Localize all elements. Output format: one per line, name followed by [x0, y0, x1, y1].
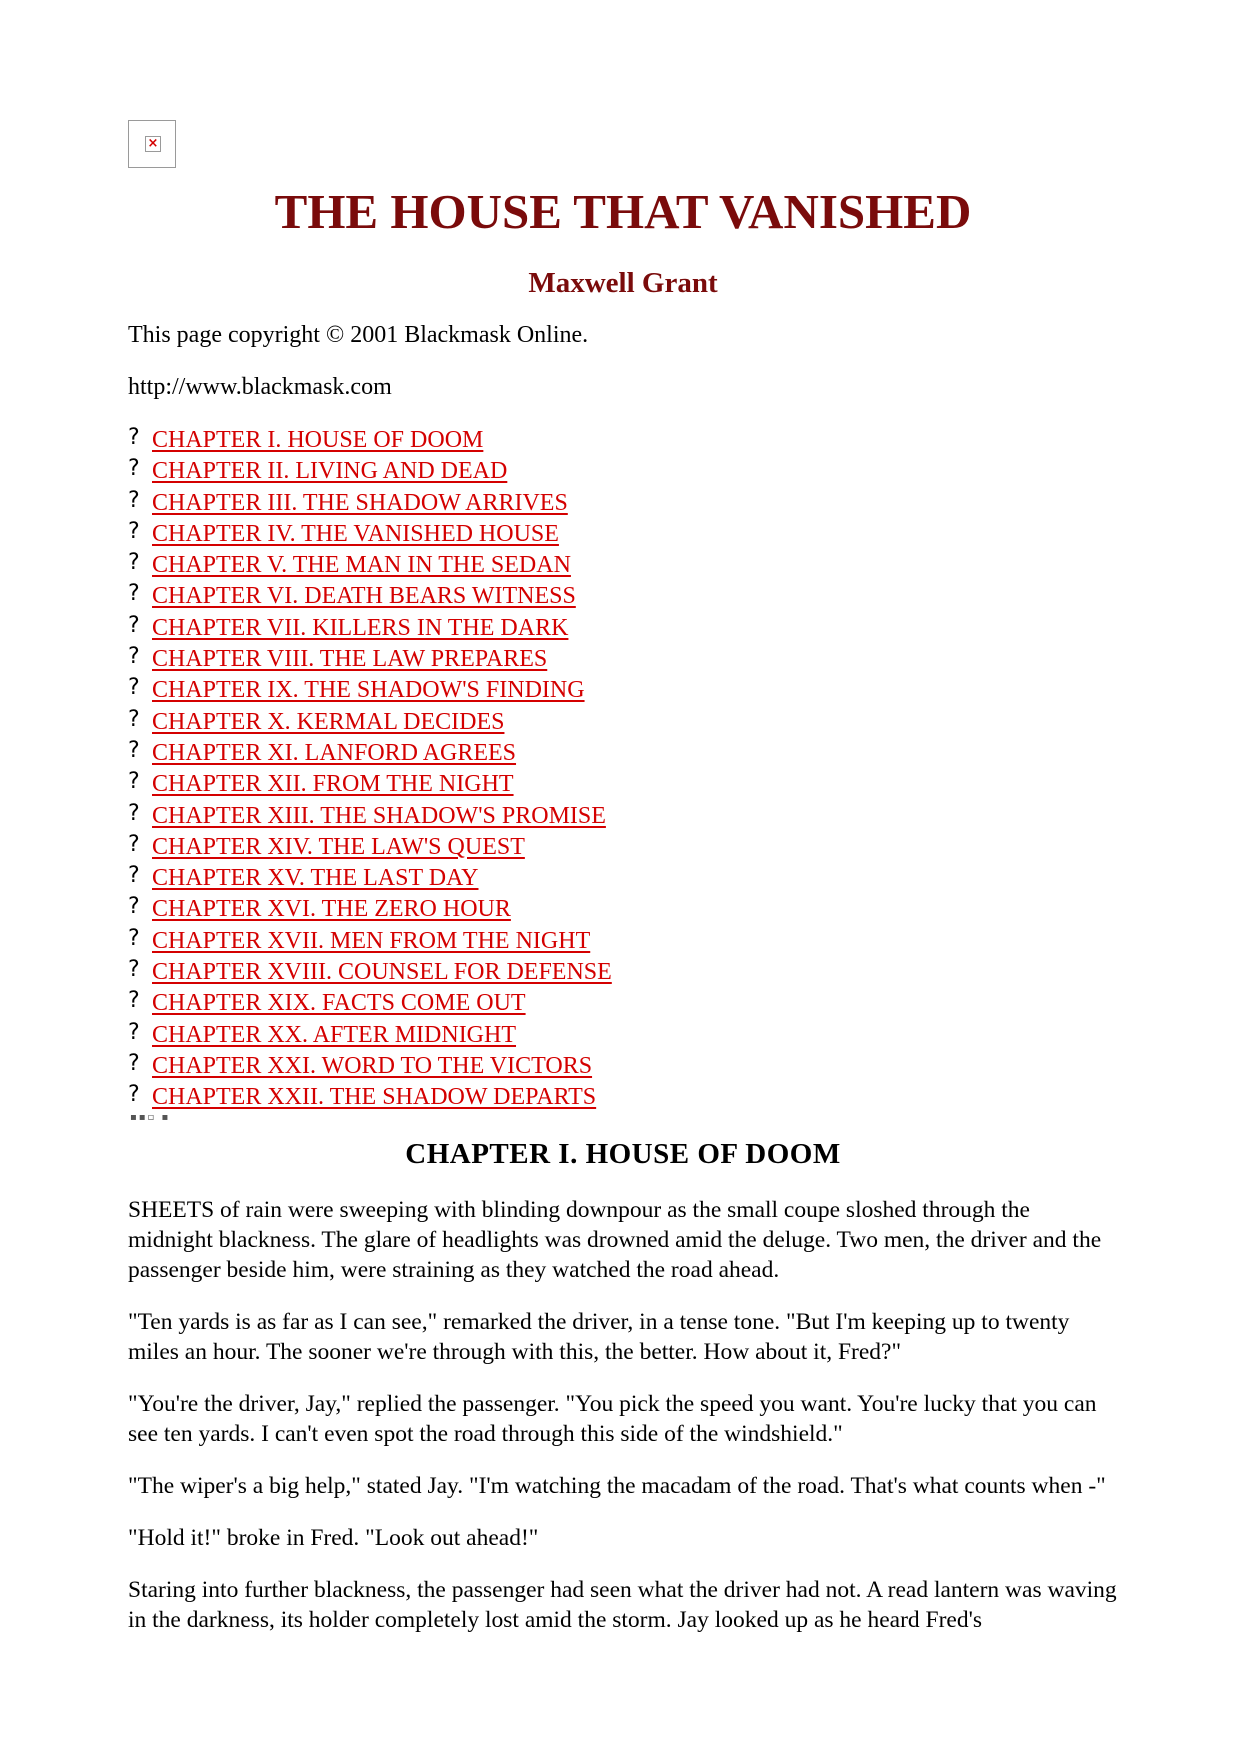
paragraph: "The wiper's a big help," stated Jay. "I'm watching the macadam of the road. That's what counts when -": [128, 1472, 1106, 1499]
toc-link[interactable]: CHAPTER III. THE SHADOW ARRIVES: [152, 489, 568, 516]
toc-bullet: ?: [128, 706, 140, 732]
toc-item: [128, 864, 1118, 895]
toc-link[interactable]: CHAPTER VI. DEATH BEARS WITNESS: [152, 583, 576, 610]
toc-item: [128, 614, 1118, 645]
toc-item: [128, 520, 1118, 551]
toc-link[interactable]: CHAPTER V. THE MAN IN THE SEDAN: [152, 552, 571, 579]
toc-item: [128, 457, 1118, 488]
toc-bullet: ?: [128, 675, 140, 701]
toc-bullet: ?: [128, 1019, 140, 1045]
toc-item: [128, 895, 1118, 926]
toc-item: [128, 676, 1118, 707]
toc-bullet: ?: [128, 894, 140, 920]
toc-link[interactable]: CHAPTER IV. THE VANISHED HOUSE: [152, 520, 559, 547]
book-title: THE HOUSE THAT VANISHED: [274, 184, 972, 239]
clipped-line-fragment: ▪▪▫ ▪: [130, 1114, 171, 1121]
toc-link[interactable]: CHAPTER X. KERMAL DECIDES: [152, 708, 505, 735]
toc-bullet: ?: [128, 518, 140, 544]
toc-item: [128, 426, 1118, 457]
toc-link[interactable]: CHAPTER XVI. THE ZERO HOUR: [152, 896, 511, 923]
toc-bullet: ?: [128, 737, 140, 763]
toc-bullet: ?: [128, 831, 140, 857]
toc-link[interactable]: CHAPTER XII. FROM THE NIGHT: [152, 771, 514, 798]
paragraph: "Ten yards is as far as I can see," remarked the driver, in a tense tone. "But I'm keeping up to twenty miles an hour. The sooner we're through with this, the better. How about it, Fred?": [128, 1308, 1070, 1365]
toc-bullet: ?: [128, 644, 140, 670]
toc-link[interactable]: CHAPTER XI. LANFORD AGREES: [152, 739, 517, 766]
toc-link[interactable]: CHAPTER VII. KILLERS IN THE DARK: [152, 614, 569, 641]
toc-bullet: ?: [128, 769, 140, 795]
toc-item: [128, 927, 1118, 958]
toc-item: [128, 1083, 1118, 1114]
toc-link[interactable]: CHAPTER XIII. THE SHADOW'S PROMISE: [152, 802, 606, 829]
toc-bullet: ?: [128, 863, 140, 889]
toc-item: [128, 708, 1118, 739]
toc-link[interactable]: CHAPTER XXII. THE SHADOW DEPARTS: [152, 1084, 597, 1111]
toc-item: [128, 582, 1118, 613]
toc-item: [128, 1021, 1118, 1052]
toc-item: [128, 489, 1118, 520]
toc-item: [128, 770, 1118, 801]
toc-item: [128, 1052, 1118, 1083]
toc-item: [128, 739, 1118, 770]
toc-link[interactable]: CHAPTER I. HOUSE OF DOOM: [152, 427, 484, 453]
toc-bullet: ?: [128, 425, 140, 450]
document-page: [128, 120, 1118, 1657]
toc-item: [128, 989, 1118, 1020]
site-url: http://www.blackmask.com: [128, 374, 392, 400]
paragraph: "You're the driver, Jay," replied the passenger. "You pick the speed you want. You're lucky that you can see ten yards. I can't even spot the road through this side of the windshield.": [128, 1390, 1097, 1447]
paragraph: Staring into further blackness, the passenger had seen what the driver had not. A read lantern was waving in the darkness, its holder completely lost amid the storm. Jay looked up as he heard Fred's: [128, 1576, 1117, 1633]
chapter-heading: CHAPTER I. HOUSE OF DOOM: [405, 1137, 841, 1170]
toc-link[interactable]: CHAPTER XIV. THE LAW'S QUEST: [152, 833, 525, 860]
toc-bullet: ?: [128, 988, 140, 1014]
toc-link[interactable]: CHAPTER XVIII. COUNSEL FOR DEFENSE: [152, 959, 612, 986]
toc-item: [128, 645, 1118, 676]
toc-item: [128, 551, 1118, 582]
toc-bullet: ?: [128, 1050, 140, 1076]
toc-bullet: ?: [128, 1082, 140, 1108]
broken-image-placeholder: [128, 120, 176, 168]
toc-item: [128, 958, 1118, 989]
toc-bullet: ?: [128, 487, 140, 513]
chapter-body: [128, 1195, 1118, 1635]
toc-bullet: ?: [128, 612, 140, 638]
toc-link[interactable]: CHAPTER VIII. THE LAW PREPARES: [152, 646, 548, 673]
broken-image-icon: ×: [145, 136, 161, 152]
toc-link[interactable]: CHAPTER XX. AFTER MIDNIGHT: [152, 1021, 517, 1048]
paragraph: SHEETS of rain were sweeping with blinding downpour as the small coupe sloshed through the midnight blackness. The glare of headlights was drowned amid the deluge. Two men, the driver and the passenger beside him, were straining as they watched the road ahead.: [128, 1196, 1102, 1283]
paragraph: "Hold it!" broke in Fred. "Look out ahead!": [128, 1524, 539, 1551]
toc-item: [128, 802, 1118, 833]
toc-link[interactable]: CHAPTER XXI. WORD TO THE VICTORS: [152, 1052, 593, 1079]
toc-bullet: ?: [128, 456, 140, 482]
toc-bullet: ?: [128, 800, 140, 826]
toc-bullet: ?: [128, 925, 140, 951]
toc-bullet: ?: [128, 550, 140, 576]
toc-link[interactable]: CHAPTER XV. THE LAST DAY: [152, 865, 479, 892]
toc-link[interactable]: CHAPTER IX. THE SHADOW'S FINDING: [152, 677, 585, 704]
toc-item: [128, 833, 1118, 864]
toc-link[interactable]: CHAPTER II. LIVING AND DEAD: [152, 458, 508, 485]
table-of-contents: [128, 426, 1118, 1115]
copyright-notice: This page copyright © 2001 Blackmask Online.: [128, 322, 589, 348]
toc-link[interactable]: CHAPTER XIX. FACTS COME OUT: [152, 990, 526, 1017]
toc-bullet: ?: [128, 957, 140, 983]
book-author: Maxwell Grant: [528, 267, 718, 299]
toc-link[interactable]: CHAPTER XVII. MEN FROM THE NIGHT: [152, 927, 591, 954]
toc-bullet: ?: [128, 581, 140, 607]
